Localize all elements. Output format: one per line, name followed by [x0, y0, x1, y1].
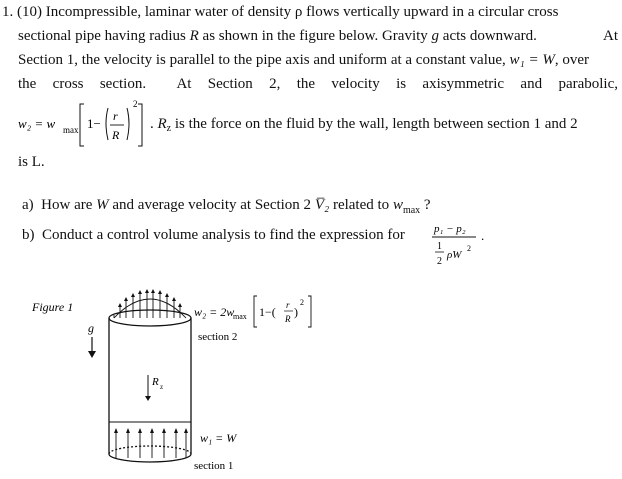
g-label: g — [88, 321, 94, 335]
section-2-label: section 2 — [198, 331, 238, 343]
problem-line-6: is L. — [18, 154, 45, 170]
question-a: a) How are W and average velocity at Section 2 V̅₂ related to $w_{max}$ ? — [22, 197, 431, 216]
ratio-sq: 2 — [467, 244, 471, 253]
eq-lhs: w₂ = w — [18, 116, 56, 131]
section-1-arrowheads — [114, 428, 188, 433]
section-1-label: section 1 — [194, 460, 234, 472]
sec2-one: 1−( — [259, 305, 276, 319]
problem-line-1: 1. (10) Incompressible, laminar water of density ρ flows vertically upward in a circular cross — [2, 4, 559, 20]
pipe — [109, 310, 191, 462]
figure-1 — [0, 280, 330, 479]
velocity-equation — [18, 98, 158, 150]
sec2-R: R — [285, 314, 291, 324]
gravity-arrow — [88, 337, 96, 358]
ratio-half-den: 2 — [437, 256, 442, 267]
ratio-numerator: p₁ − p₂ — [434, 223, 466, 235]
ratio-rho-w: ρW — [447, 249, 462, 261]
sec2-r: r — [286, 300, 290, 310]
eq-one: 1− — [87, 116, 101, 131]
ratio-half-num: 1 — [437, 241, 442, 252]
sec1-equation: w₁ = W — [200, 431, 237, 445]
rz-label: R — [152, 376, 159, 388]
sec2-equation: w₂ = 2w — [194, 305, 235, 319]
sec2-sub: max — [233, 312, 247, 321]
problem-line-5: . $R_z$ is the force on the fluid by the wall, length between section 1 and 2 — [150, 116, 578, 134]
section-2-arrowheads — [118, 289, 182, 307]
ratio-dot: . — [481, 228, 485, 243]
problem-line-3: Section 1, the velocity is parallel to the pipe axis and uniform at a constant value, w₁ = W, over — [18, 52, 590, 68]
pressure-ratio — [430, 218, 490, 280]
section-1-profile — [116, 431, 186, 458]
sec2-sq: 2 — [300, 298, 304, 307]
problem-line-4: the cross section. At Section 2, the velocity is axisymmetric and parabolic, — [18, 76, 618, 92]
rz-sub: z — [160, 383, 164, 391]
problem-line-2-end: At — [603, 28, 618, 44]
eq-R: R — [112, 128, 120, 142]
figure-caption: Figure 1 — [32, 300, 74, 314]
eq-sub: max — [63, 125, 79, 135]
problem-line-2: sectional pipe having radius R as shown in the figure below. Gravity g acts downward. — [18, 28, 537, 44]
rz-arrow — [145, 375, 151, 401]
eq-r: r — [113, 109, 118, 123]
section-2-profile — [114, 292, 186, 318]
eq-sq: 2 — [133, 99, 138, 109]
sec2-close: ) — [294, 305, 298, 319]
question-b: b) Conduct a control volume analysis to find the expression for — [22, 227, 405, 243]
